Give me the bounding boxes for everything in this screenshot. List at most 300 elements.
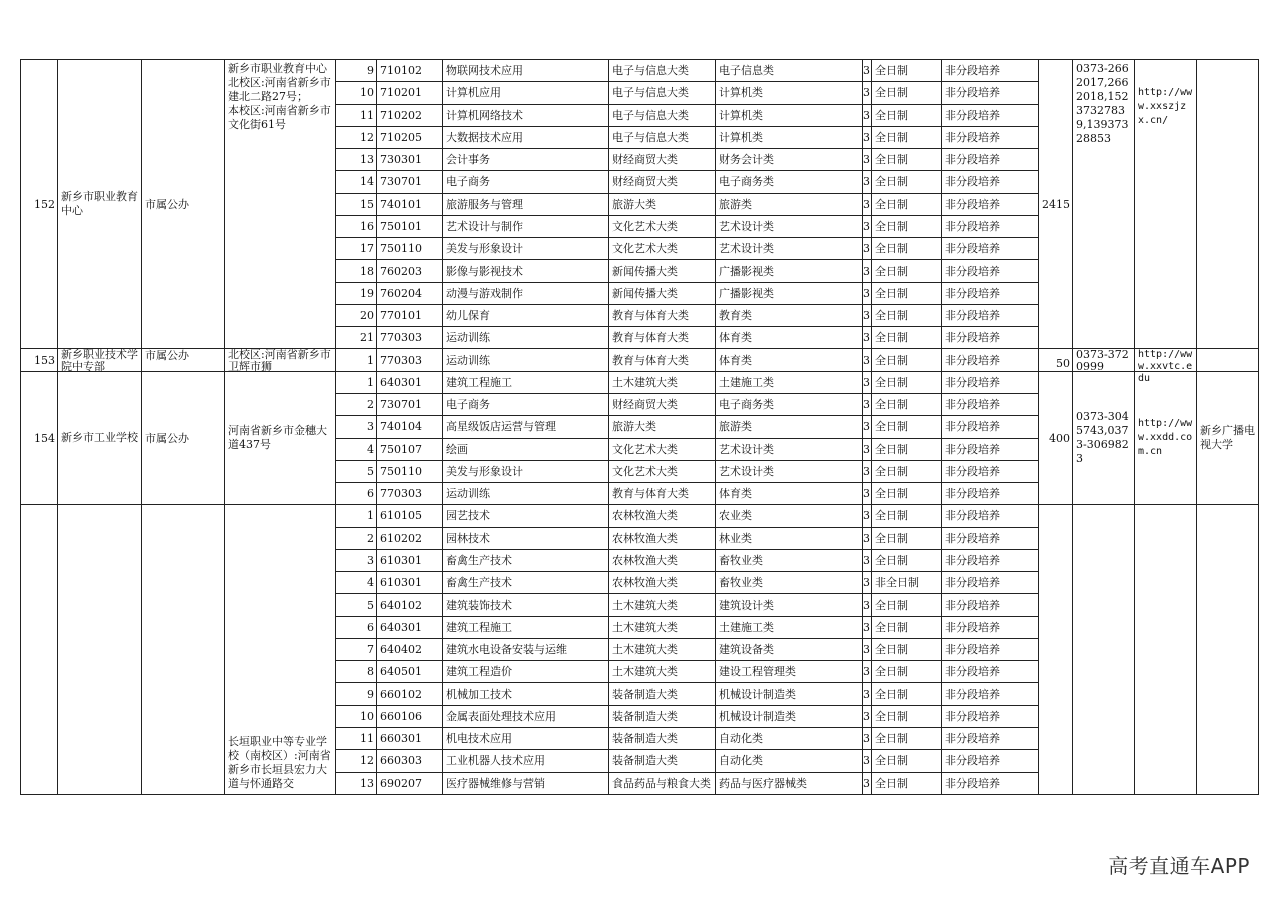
major-code: 770303 bbox=[377, 349, 443, 371]
major-category: 土木建筑大类 bbox=[609, 594, 716, 616]
major-name: 建筑工程施工 bbox=[443, 371, 609, 393]
major-name: 金属表面处理技术应用 bbox=[443, 705, 609, 727]
table-row bbox=[21, 505, 1259, 527]
training-type: 非分段培养 bbox=[942, 282, 1039, 304]
training-type: 非分段培养 bbox=[942, 505, 1039, 527]
study-years: 3 bbox=[863, 393, 872, 415]
major-category: 文化艺术大类 bbox=[609, 238, 716, 260]
training-type: 非分段培养 bbox=[942, 638, 1039, 660]
major-code: 710205 bbox=[377, 126, 443, 148]
major-subcategory: 农业类 bbox=[716, 505, 863, 527]
major-name: 旅游服务与管理 bbox=[443, 193, 609, 215]
major-subcategory: 土建施工类 bbox=[716, 616, 863, 638]
study-mode: 全日制 bbox=[872, 527, 942, 549]
contact-phone bbox=[1073, 371, 1135, 505]
training-type: 非分段培养 bbox=[942, 371, 1039, 393]
major-code: 660303 bbox=[377, 750, 443, 772]
major-category: 土木建筑大类 bbox=[609, 371, 716, 393]
major-category: 教育与体育大类 bbox=[609, 327, 716, 349]
study-years: 3 bbox=[863, 638, 872, 660]
major-category: 教育与体育大类 bbox=[609, 304, 716, 326]
partner-institution bbox=[1197, 349, 1259, 371]
major-subcategory: 机械设计制造类 bbox=[716, 705, 863, 727]
study-years: 3 bbox=[863, 60, 872, 82]
major-subcategory: 艺术设计类 bbox=[716, 238, 863, 260]
major-seq: 3 bbox=[336, 549, 377, 571]
major-code: 640301 bbox=[377, 616, 443, 638]
training-type: 非分段培养 bbox=[942, 527, 1039, 549]
study-mode: 全日制 bbox=[872, 661, 942, 683]
training-type: 非分段培养 bbox=[942, 460, 1039, 482]
major-category: 文化艺术大类 bbox=[609, 215, 716, 237]
major-seq: 19 bbox=[336, 282, 377, 304]
major-subcategory: 艺术设计类 bbox=[716, 438, 863, 460]
major-name: 绘画 bbox=[443, 438, 609, 460]
study-mode: 全日制 bbox=[872, 393, 942, 415]
school-id bbox=[21, 505, 58, 794]
major-subcategory: 体育类 bbox=[716, 483, 863, 505]
major-subcategory: 广播影视类 bbox=[716, 282, 863, 304]
major-name: 计算机网络技术 bbox=[443, 104, 609, 126]
study-years: 3 bbox=[863, 460, 872, 482]
school-address bbox=[225, 348, 336, 374]
major-name: 机电技术应用 bbox=[443, 727, 609, 749]
study-years: 3 bbox=[863, 282, 872, 304]
major-code: 660106 bbox=[377, 705, 443, 727]
school-website-text: http://www.xxvtc.edu bbox=[1138, 349, 1193, 385]
study-years: 3 bbox=[863, 104, 872, 126]
school-address-text: 河南省新乡市金穗大道437号 bbox=[228, 424, 327, 452]
study-years: 3 bbox=[863, 661, 872, 683]
study-mode: 全日制 bbox=[872, 215, 942, 237]
major-name: 幼儿保育 bbox=[443, 304, 609, 326]
contact-phone bbox=[1073, 505, 1135, 794]
training-type: 非分段培养 bbox=[942, 149, 1039, 171]
major-seq: 11 bbox=[336, 104, 377, 126]
training-type: 非分段培养 bbox=[942, 616, 1039, 638]
school-id: 154 bbox=[21, 371, 58, 505]
study-years: 3 bbox=[863, 594, 872, 616]
major-code: 730301 bbox=[377, 149, 443, 171]
major-subcategory: 计算机类 bbox=[716, 126, 863, 148]
major-code: 640301 bbox=[377, 371, 443, 393]
major-seq: 10 bbox=[336, 82, 377, 104]
major-category: 食品药品与粮食大类 bbox=[609, 772, 716, 794]
major-subcategory: 畜牧业类 bbox=[716, 572, 863, 594]
major-subcategory: 体育类 bbox=[716, 327, 863, 349]
contact-phone-text: 0373-2662017,2662018,15237327839,13937328853 bbox=[1076, 62, 1129, 145]
school-id: 153 bbox=[21, 349, 58, 371]
major-category: 电子与信息大类 bbox=[609, 82, 716, 104]
major-category: 电子与信息大类 bbox=[609, 126, 716, 148]
study-years: 3 bbox=[863, 327, 872, 349]
major-code: 640402 bbox=[377, 638, 443, 660]
major-category: 农林牧渔大类 bbox=[609, 505, 716, 527]
major-category: 农林牧渔大类 bbox=[609, 572, 716, 594]
study-years: 3 bbox=[863, 750, 872, 772]
major-name: 工业机器人技术应用 bbox=[443, 750, 609, 772]
major-name: 电子商务 bbox=[443, 393, 609, 415]
school-website-text: http://www.xxszjzx.cn/ bbox=[1138, 87, 1193, 126]
school-address bbox=[225, 505, 336, 794]
major-category: 财经商贸大类 bbox=[609, 393, 716, 415]
study-years: 3 bbox=[863, 527, 872, 549]
major-name: 运动训练 bbox=[443, 483, 609, 505]
major-category: 教育与体育大类 bbox=[609, 483, 716, 505]
study-mode: 全日制 bbox=[872, 60, 942, 82]
study-mode: 全日制 bbox=[872, 238, 942, 260]
major-subcategory: 自动化类 bbox=[716, 727, 863, 749]
study-years: 3 bbox=[863, 82, 872, 104]
major-code: 640501 bbox=[377, 661, 443, 683]
major-name: 物联网技术应用 bbox=[443, 60, 609, 82]
study-years: 3 bbox=[863, 416, 872, 438]
major-subcategory: 广播影视类 bbox=[716, 260, 863, 282]
major-seq: 6 bbox=[336, 616, 377, 638]
major-name: 运动训练 bbox=[443, 349, 609, 371]
training-type: 非分段培养 bbox=[942, 327, 1039, 349]
study-mode: 全日制 bbox=[872, 260, 942, 282]
major-name: 影像与影视技术 bbox=[443, 260, 609, 282]
major-code: 770101 bbox=[377, 304, 443, 326]
major-name: 大数据技术应用 bbox=[443, 126, 609, 148]
major-category: 农林牧渔大类 bbox=[609, 549, 716, 571]
study-years: 3 bbox=[863, 705, 872, 727]
major-code: 610301 bbox=[377, 572, 443, 594]
study-mode: 全日制 bbox=[872, 683, 942, 705]
major-code: 660102 bbox=[377, 683, 443, 705]
major-code: 750101 bbox=[377, 215, 443, 237]
enrollment-plan bbox=[1039, 505, 1073, 794]
study-years: 3 bbox=[863, 727, 872, 749]
major-subcategory: 机械设计制造类 bbox=[716, 683, 863, 705]
major-subcategory: 建筑设备类 bbox=[716, 638, 863, 660]
major-name: 美发与形象设计 bbox=[443, 238, 609, 260]
training-type: 非分段培养 bbox=[942, 549, 1039, 571]
major-seq: 8 bbox=[336, 661, 377, 683]
major-name: 运动训练 bbox=[443, 327, 609, 349]
major-name: 建筑装饰技术 bbox=[443, 594, 609, 616]
major-seq: 10 bbox=[336, 705, 377, 727]
study-mode: 全日制 bbox=[872, 727, 942, 749]
major-seq: 16 bbox=[336, 215, 377, 237]
major-code: 710202 bbox=[377, 104, 443, 126]
study-mode: 全日制 bbox=[872, 772, 942, 794]
major-category: 装备制造大类 bbox=[609, 750, 716, 772]
major-code: 770303 bbox=[377, 483, 443, 505]
major-seq: 4 bbox=[336, 572, 377, 594]
major-seq: 17 bbox=[336, 238, 377, 260]
major-subcategory: 教育类 bbox=[716, 304, 863, 326]
school-name bbox=[58, 505, 142, 794]
training-type: 非分段培养 bbox=[942, 304, 1039, 326]
study-years: 3 bbox=[863, 616, 872, 638]
major-subcategory: 艺术设计类 bbox=[716, 460, 863, 482]
major-subcategory: 林业类 bbox=[716, 527, 863, 549]
major-code: 770303 bbox=[377, 327, 443, 349]
partner-institution: 新乡广播电视大学 bbox=[1197, 371, 1259, 505]
study-mode: 全日制 bbox=[872, 483, 942, 505]
school-website bbox=[1135, 349, 1197, 385]
major-code: 740101 bbox=[377, 193, 443, 215]
training-type: 非分段培养 bbox=[942, 215, 1039, 237]
school-website bbox=[1135, 505, 1197, 794]
table-row bbox=[21, 371, 1259, 393]
major-category: 装备制造大类 bbox=[609, 705, 716, 727]
study-mode: 全日制 bbox=[872, 549, 942, 571]
major-code: 710102 bbox=[377, 60, 443, 82]
major-code: 690207 bbox=[377, 772, 443, 794]
major-name: 会计事务 bbox=[443, 149, 609, 171]
major-seq: 4 bbox=[336, 438, 377, 460]
school-name: 新乡市工业学校 bbox=[58, 371, 142, 505]
study-mode: 全日制 bbox=[872, 638, 942, 660]
training-type: 非分段培养 bbox=[942, 750, 1039, 772]
major-seq: 9 bbox=[336, 60, 377, 82]
school-website bbox=[1135, 60, 1197, 349]
major-subcategory: 旅游类 bbox=[716, 416, 863, 438]
major-subcategory: 土建施工类 bbox=[716, 371, 863, 393]
study-mode: 全日制 bbox=[872, 304, 942, 326]
major-category: 财经商贸大类 bbox=[609, 171, 716, 193]
study-mode: 全日制 bbox=[872, 327, 942, 349]
study-years: 3 bbox=[863, 549, 872, 571]
study-years: 3 bbox=[863, 193, 872, 215]
school-name: 新乡市职业教育中心 bbox=[58, 60, 142, 349]
major-seq: 1 bbox=[336, 505, 377, 527]
major-subcategory: 建设工程管理类 bbox=[716, 661, 863, 683]
study-mode: 全日制 bbox=[872, 193, 942, 215]
major-category: 装备制造大类 bbox=[609, 683, 716, 705]
training-type: 非分段培养 bbox=[942, 193, 1039, 215]
major-category: 教育与体育大类 bbox=[609, 349, 716, 371]
school-address-text: 新乡市职业教育中心北校区:河南省新乡市建北二路27号； 本校区:河南省新乡市文化街61号 bbox=[228, 62, 347, 131]
study-mode: 全日制 bbox=[872, 349, 942, 371]
major-seq: 14 bbox=[336, 171, 377, 193]
training-type: 非分段培养 bbox=[942, 594, 1039, 616]
school-id: 152 bbox=[21, 60, 58, 349]
major-seq: 2 bbox=[336, 527, 377, 549]
training-type: 非分段培养 bbox=[942, 60, 1039, 82]
study-mode: 全日制 bbox=[872, 505, 942, 527]
study-mode: 全日制 bbox=[872, 282, 942, 304]
study-mode: 全日制 bbox=[872, 416, 942, 438]
school-type: 市属公办 bbox=[142, 60, 225, 349]
partner-institution bbox=[1197, 505, 1259, 794]
study-years: 3 bbox=[863, 126, 872, 148]
training-type: 非分段培养 bbox=[942, 683, 1039, 705]
major-category: 装备制造大类 bbox=[609, 727, 716, 749]
major-name: 电子商务 bbox=[443, 171, 609, 193]
major-seq: 13 bbox=[336, 149, 377, 171]
study-years: 3 bbox=[863, 304, 872, 326]
major-name: 建筑工程造价 bbox=[443, 661, 609, 683]
major-subcategory: 体育类 bbox=[716, 349, 863, 371]
study-years: 3 bbox=[863, 260, 872, 282]
study-mode: 全日制 bbox=[872, 750, 942, 772]
training-type: 非分段培养 bbox=[942, 349, 1039, 371]
major-name: 美发与形象设计 bbox=[443, 460, 609, 482]
enrollment-plan: 2415 bbox=[1039, 60, 1073, 349]
study-years: 3 bbox=[863, 438, 872, 460]
school-type bbox=[142, 505, 225, 794]
major-seq: 21 bbox=[336, 327, 377, 349]
school-name bbox=[58, 348, 142, 374]
study-years: 3 bbox=[863, 483, 872, 505]
enrollment-plan: 50 bbox=[1039, 349, 1073, 371]
major-code: 760203 bbox=[377, 260, 443, 282]
school-address-text: 长垣职业中等专业学校（南校区）:河南省新乡市长垣县宏力大道与怀通路交 bbox=[228, 734, 331, 790]
school-address bbox=[225, 60, 347, 349]
major-subcategory: 计算机类 bbox=[716, 104, 863, 126]
enrollment-table bbox=[20, 59, 1259, 795]
study-mode: 全日制 bbox=[872, 82, 942, 104]
major-name: 高星级饭店运营与管理 bbox=[443, 416, 609, 438]
major-subcategory: 计算机类 bbox=[716, 82, 863, 104]
major-category: 土木建筑大类 bbox=[609, 616, 716, 638]
major-code: 730701 bbox=[377, 171, 443, 193]
contact-phone-text: 0373-3720999 bbox=[1076, 348, 1129, 374]
major-seq: 12 bbox=[336, 126, 377, 148]
school-address-text: 北校区:河南省新乡市卫辉市狮 bbox=[228, 348, 331, 374]
study-years: 3 bbox=[863, 505, 872, 527]
major-seq: 7 bbox=[336, 638, 377, 660]
training-type: 非分段培养 bbox=[942, 705, 1039, 727]
training-type: 非分段培养 bbox=[942, 126, 1039, 148]
contact-phone bbox=[1073, 60, 1135, 349]
major-code: 750110 bbox=[377, 238, 443, 260]
study-mode: 全日制 bbox=[872, 104, 942, 126]
major-category: 土木建筑大类 bbox=[609, 661, 716, 683]
major-name: 计算机应用 bbox=[443, 82, 609, 104]
study-years: 3 bbox=[863, 349, 872, 371]
major-category: 电子与信息大类 bbox=[609, 60, 716, 82]
major-code: 640102 bbox=[377, 594, 443, 616]
major-name: 园林技术 bbox=[443, 527, 609, 549]
major-seq: 20 bbox=[336, 304, 377, 326]
training-type: 非分段培养 bbox=[942, 483, 1039, 505]
major-name: 建筑工程施工 bbox=[443, 616, 609, 638]
study-mode: 全日制 bbox=[872, 616, 942, 638]
major-code: 610105 bbox=[377, 505, 443, 527]
major-category: 文化艺术大类 bbox=[609, 438, 716, 460]
school-name-text: 新乡职业技术学院中专部 bbox=[61, 348, 138, 374]
major-category: 旅游大类 bbox=[609, 416, 716, 438]
major-seq: 9 bbox=[336, 683, 377, 705]
major-subcategory: 药品与医疗器械类 bbox=[716, 772, 863, 794]
major-seq: 1 bbox=[336, 371, 377, 393]
major-seq: 5 bbox=[336, 594, 377, 616]
training-type: 非分段培养 bbox=[942, 661, 1039, 683]
major-seq: 15 bbox=[336, 193, 377, 215]
major-name: 建筑水电设备安装与运维 bbox=[443, 638, 609, 660]
major-code: 760204 bbox=[377, 282, 443, 304]
school-website-text: http://www.xxdd.com.cn bbox=[1138, 418, 1193, 458]
training-type: 非分段培养 bbox=[942, 104, 1039, 126]
major-category: 土木建筑大类 bbox=[609, 638, 716, 660]
school-website bbox=[1135, 371, 1197, 505]
major-name: 医疗器械维修与营销 bbox=[443, 772, 609, 794]
major-seq: 3 bbox=[336, 416, 377, 438]
major-seq: 2 bbox=[336, 393, 377, 415]
major-subcategory: 建筑设计类 bbox=[716, 594, 863, 616]
major-name: 畜禽生产技术 bbox=[443, 549, 609, 571]
study-mode: 全日制 bbox=[872, 171, 942, 193]
contact-phone bbox=[1073, 348, 1135, 374]
major-subcategory: 财务会计类 bbox=[716, 149, 863, 171]
study-years: 3 bbox=[863, 371, 872, 393]
study-years: 3 bbox=[863, 572, 872, 594]
major-name: 机械加工技术 bbox=[443, 683, 609, 705]
study-mode: 全日制 bbox=[872, 438, 942, 460]
training-type: 非分段培养 bbox=[942, 171, 1039, 193]
training-type: 非分段培养 bbox=[942, 572, 1039, 594]
major-subcategory: 畜牧业类 bbox=[716, 549, 863, 571]
study-mode: 全日制 bbox=[872, 371, 942, 393]
training-type: 非分段培养 bbox=[942, 82, 1039, 104]
training-type: 非分段培养 bbox=[942, 438, 1039, 460]
study-years: 3 bbox=[863, 683, 872, 705]
study-years: 3 bbox=[863, 238, 872, 260]
training-type: 非分段培养 bbox=[942, 416, 1039, 438]
major-subcategory: 旅游类 bbox=[716, 193, 863, 215]
major-subcategory: 电子商务类 bbox=[716, 393, 863, 415]
major-seq: 11 bbox=[336, 727, 377, 749]
school-type: 市属公办 bbox=[142, 371, 225, 505]
study-years: 3 bbox=[863, 215, 872, 237]
training-type: 非分段培养 bbox=[942, 260, 1039, 282]
major-seq: 12 bbox=[336, 750, 377, 772]
major-category: 旅游大类 bbox=[609, 193, 716, 215]
training-type: 非分段培养 bbox=[942, 238, 1039, 260]
major-seq: 18 bbox=[336, 260, 377, 282]
major-seq: 6 bbox=[336, 483, 377, 505]
school-address bbox=[225, 371, 336, 505]
enrollment-plan: 400 bbox=[1039, 371, 1073, 505]
major-code: 610202 bbox=[377, 527, 443, 549]
study-years: 3 bbox=[863, 171, 872, 193]
major-name: 畜禽生产技术 bbox=[443, 572, 609, 594]
major-seq: 13 bbox=[336, 772, 377, 794]
major-code: 740104 bbox=[377, 416, 443, 438]
major-category: 财经商贸大类 bbox=[609, 149, 716, 171]
major-name: 动漫与游戏制作 bbox=[443, 282, 609, 304]
major-code: 610301 bbox=[377, 549, 443, 571]
table-row bbox=[21, 349, 1259, 371]
major-subcategory: 自动化类 bbox=[716, 750, 863, 772]
training-type: 非分段培养 bbox=[942, 772, 1039, 794]
major-category: 电子与信息大类 bbox=[609, 104, 716, 126]
major-name: 艺术设计与制作 bbox=[443, 215, 609, 237]
study-mode: 全日制 bbox=[872, 705, 942, 727]
major-category: 新闻传播大类 bbox=[609, 282, 716, 304]
study-years: 3 bbox=[863, 772, 872, 794]
major-subcategory: 艺术设计类 bbox=[716, 215, 863, 237]
watermark: 高考直通车APP bbox=[1108, 854, 1250, 878]
study-mode: 非全日制 bbox=[872, 572, 942, 594]
training-type: 非分段培养 bbox=[942, 393, 1039, 415]
major-category: 新闻传播大类 bbox=[609, 260, 716, 282]
major-seq: 5 bbox=[336, 460, 377, 482]
study-mode: 全日制 bbox=[872, 594, 942, 616]
table-row bbox=[21, 60, 1259, 82]
major-category: 农林牧渔大类 bbox=[609, 527, 716, 549]
major-code: 730701 bbox=[377, 393, 443, 415]
major-subcategory: 电子信息类 bbox=[716, 60, 863, 82]
school-type: 市属公办 bbox=[142, 349, 225, 371]
study-mode: 全日制 bbox=[872, 149, 942, 171]
major-code: 660301 bbox=[377, 727, 443, 749]
